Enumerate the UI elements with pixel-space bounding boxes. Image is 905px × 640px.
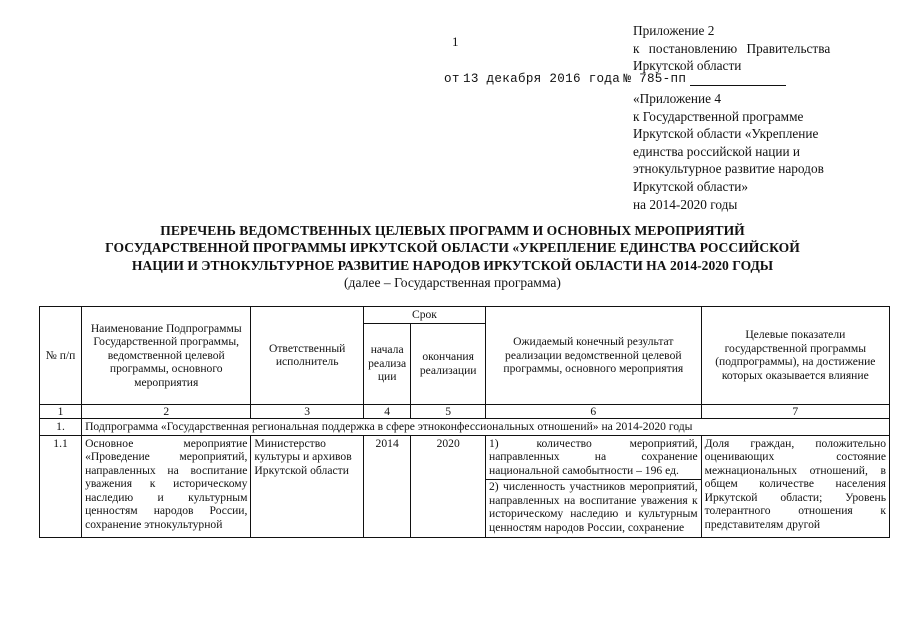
decree-prefix: от [444,72,460,86]
row-name: Основное мероприятие «Проведение мероприятий, направленных на воспитание уважения к историческому наследию и культурным ценностям народов России, сохранение этнокультурной [82,435,251,538]
decree-number: № 785-пп [623,72,687,86]
header-num: № п/п [40,307,82,405]
row-start: 2014 [363,435,410,538]
page-number: 1 [452,34,459,49]
row-num: 1.1 [40,435,82,538]
column-number: 7 [701,404,889,419]
header-name: Наименование Подпрограммы Государственной программы, ведомственной целевой программы, основного мероприятия [82,307,251,405]
result-item: 1) количество мероприятий, направленных на сохранение национальной самобытности – 196 ед. [486,437,701,481]
header-indicators: Целевые показатели государственной программы (подпрограммы), на достижение которых оказывается влияние [701,307,889,405]
row-end: 2020 [411,435,486,538]
title-line: ПЕРЕЧЕНЬ ВЕДОМСТВЕННЫХ ЦЕЛЕВЫХ ПРОГРАММ И ОСНОВНЫХ МЕРОПРИЯТИЙ [160,223,745,238]
appendix-decree-ref: к постановлению Правительства [633,40,831,56]
appendix-title: Приложение 2 [633,23,715,38]
sub-appendix-line: к Государственной программе [633,108,804,124]
sub-appendix-line: этнокультурное развитие народов [633,161,824,177]
subprogram-num: 1. [40,419,82,436]
column-number: 3 [251,404,364,419]
header-term: Срок [363,307,485,324]
sub-appendix [633,90,898,213]
header-start: начала реализа ции [363,323,410,404]
document-title [0,222,905,291]
row-result [486,435,702,538]
column-number: 6 [486,404,702,419]
title-line: ГОСУДАРСТВЕННОЙ ПРОГРАММЫ ИРКУТСКОЙ ОБЛАСТИ «УКРЕПЛЕНИЕ ЕДИНСТВА РОССИЙСКОЙ [105,240,800,256]
decree-underline [690,72,786,86]
header-result: Ожидаемый конечный результат реализации ведомственной целевой программы, основного мероприятия [486,307,702,405]
header-executor: Ответственный исполнитель [251,307,364,405]
title-line: НАЦИИ И ЭТНОКУЛЬТУРНОЕ РАЗВИТИЕ НАРОДОВ ИРКУТСКОЙ ОБЛАСТИ НА 2014-2020 ГОДЫ [131,257,774,273]
decree-line [444,70,786,86]
sub-appendix-line: «Приложение 4 [633,91,721,106]
sub-appendix-line: Иркутской области» [633,178,749,194]
sub-appendix-line: на 2014-2020 годы [633,196,738,212]
column-number: 2 [82,404,251,419]
programs-table [39,306,890,538]
subprogram-title: Подпрограмма «Государственная региональная поддержка в сфере этноконфессиональных отношений» на 2014-2020 годы [82,419,890,436]
column-number: 5 [411,404,486,419]
decree-date: 13 декабря 2016 года [462,72,621,86]
row-executor: Министерство культуры и архивов Иркутской области [251,435,364,538]
column-number: 1 [40,404,82,419]
row-indicators: Доля граждан, положительно оценивающих состояние межнациональных отношений, в общем количестве населения Иркутской области; Уровень толерантного отношения к представителям другой [701,435,889,538]
title-subtitle: (далее – Государственная программа) [344,274,561,290]
appendix-header [633,22,898,75]
sub-appendix-line: единства российской нации и [633,143,801,159]
result-item: 2) численность участников мероприятий, направленных на воспитание уважения к историческому наследию и культурным ценностям народов России, сохранение [489,480,698,534]
sub-appendix-line: Иркутской области «Укрепление [633,126,819,142]
column-number: 4 [363,404,410,419]
header-end: окончания реализации [411,323,486,404]
appendix-region: Иркутской области [633,58,742,74]
